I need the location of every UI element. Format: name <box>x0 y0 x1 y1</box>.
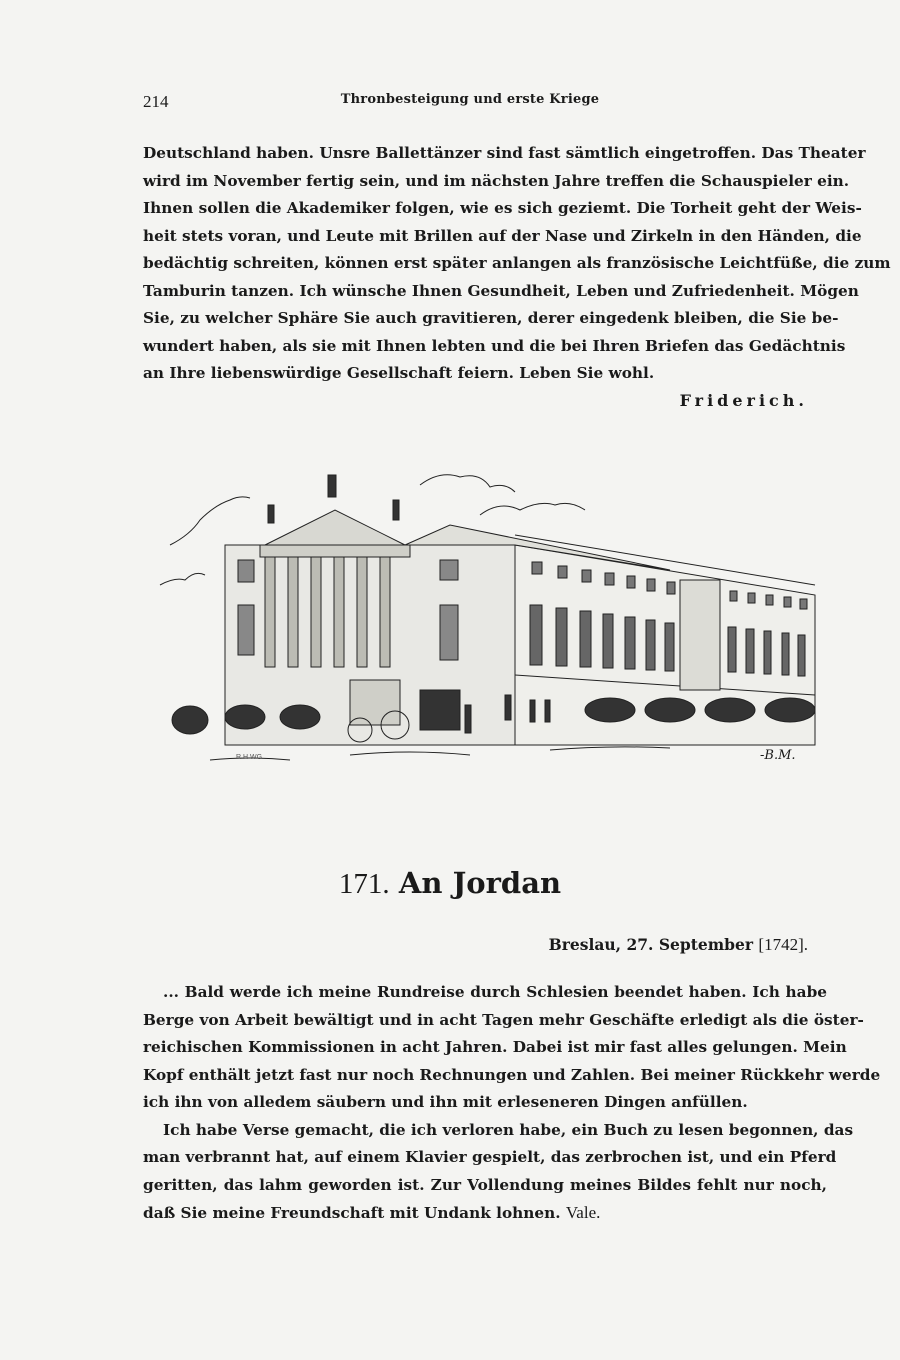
text-line: man verbrannt hat, auf einem Klavier gespielt, das zerbrochen ist, und ein Pferd <box>143 1148 837 1166</box>
closing-vale: Vale. <box>565 1203 601 1222</box>
dateline-year: [1742]. <box>758 935 808 954</box>
text-line: Ihnen sollen die Akademiker folgen, wie es sich geziemt. Die Torheit geht der Weis- <box>143 199 862 217</box>
closing-sentence: daß Sie meine Freundschaft mit Undank lohnen. <box>143 1204 561 1222</box>
letter-recipient: An Jordan <box>398 866 562 900</box>
text-line <box>143 1199 827 1227</box>
text-line: reichischen Kommissionen in acht Jahren. Dabei ist mir fast alles gelungen. Mein <box>143 1038 847 1056</box>
text-line: Berge von Arbeit bewältigt und in acht Tagen mehr Geschäfte erledigt als die öster- <box>143 1010 864 1029</box>
dateline-place: Breslau, 27. September <box>548 935 754 954</box>
text-line: Ich habe Verse gemacht, die ich verloren habe, ein Buch zu lesen begonnen, das <box>163 1120 854 1139</box>
text-line: Kopf enthält jetzt fast nur noch Rechnungen und Zahlen. Bei meiner Rückkehr werde <box>143 1065 881 1084</box>
text-line: Tamburin tanzen. Ich wünsche Ihnen Gesundheit, Leben und Zufriedenheit. Mögen <box>143 281 859 300</box>
text-line: heit stets voran, und Leute mit Brillen auf der Nase und Zirkeln in den Händen, die <box>143 226 862 245</box>
text-line: Deutschland haben. Unsre Ballettänzer sind fast sämtlich eingetroffen. Das Theater <box>143 144 866 162</box>
text-line: bedächtig schreiten, können erst später anlangen als französische Leichtfüße, die zum <box>143 254 891 272</box>
engraving-drawing <box>150 455 830 775</box>
artist-monogram: -B.M. <box>760 748 796 763</box>
page-number: 214 <box>143 92 169 111</box>
letter-heading <box>0 866 900 901</box>
text-line: an Ihre liebenswürdige Gesellschaft feiern. Leben Sie wohl. <box>143 364 655 382</box>
text-line: geritten, das lahm geworden ist. Zur Vollendung meines Bildes fehlt nur noch, <box>143 1175 827 1194</box>
text-line: wundert haben, als sie mit Ihnen lebten und die bei Ihren Briefen das Gedächtnis <box>143 336 846 355</box>
previous-letter-text <box>143 140 891 388</box>
letter-number: 171. <box>338 868 390 900</box>
text-line: wird im November fertig sein, und im nächsten Jahre treffen die Schauspieler ein. <box>143 171 850 190</box>
text-line: ich ihn von alledem säubern und ihn mit erleseneren Dingen anfüllen. <box>143 1093 748 1111</box>
text-line: ... Bald werde ich meine Rundreise durch Schlesien beendet haben. Ich habe <box>163 983 827 1001</box>
dateline <box>549 935 808 955</box>
opera-house-illustration <box>150 455 830 775</box>
engraver-credit: R.H WG. <box>236 754 264 761</box>
letter-body <box>143 979 881 1227</box>
running-head: Thronbesteigung und erste Kriege <box>340 92 600 107</box>
text-line: Sie, zu welcher Sphäre Sie auch gravitieren, derer eingedenk bleiben, die Sie be- <box>143 309 839 327</box>
signature: Friderich. <box>679 391 808 410</box>
